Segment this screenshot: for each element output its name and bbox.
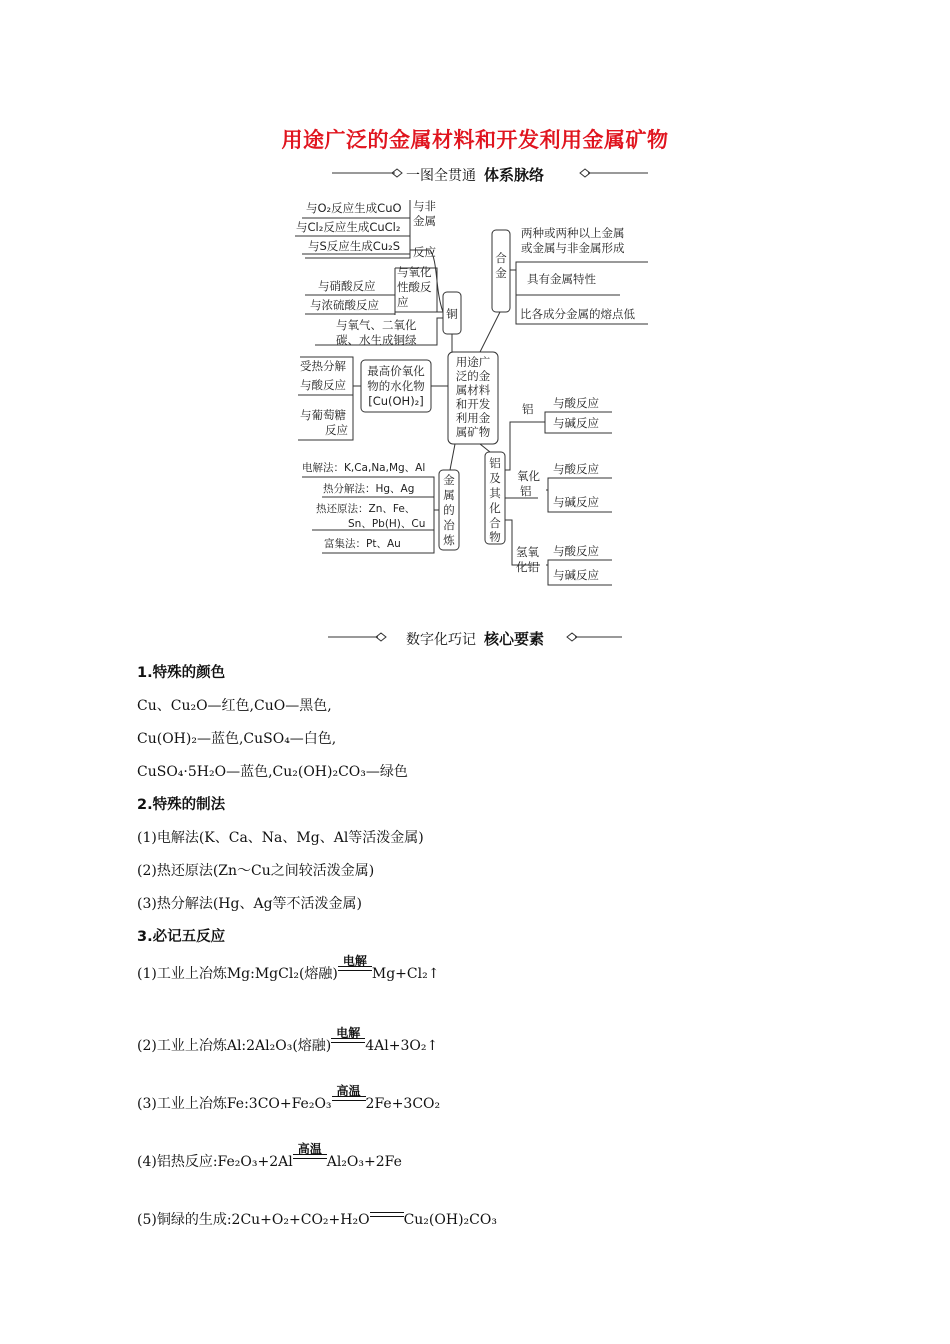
reaction-products: 2Fe+3CO₂ bbox=[365, 1096, 441, 1112]
svg-text:物: 物 bbox=[489, 530, 501, 544]
reaction-equation bbox=[137, 954, 837, 1015]
smelting-item: Sn、Pb(H)、Cu bbox=[348, 518, 426, 530]
aloh3-acid: 与酸反应 bbox=[553, 544, 599, 558]
svg-text:与氧气、二氧化: 与氧气、二氧化 bbox=[336, 318, 417, 332]
aloh3-base: 与碱反应 bbox=[553, 568, 599, 582]
copper-oxidacid-item: 与浓硫酸反应 bbox=[310, 298, 379, 312]
equals-sign-icon bbox=[332, 1096, 366, 1101]
banner-light-text: 一图全贯通 bbox=[405, 168, 476, 184]
copper-nonmetal-label bbox=[413, 199, 436, 259]
svg-text:物的水化物: 物的水化物 bbox=[367, 379, 425, 393]
svg-text:的: 的 bbox=[443, 503, 455, 517]
reaction-condition: 高温 bbox=[332, 1094, 366, 1108]
svg-text:合: 合 bbox=[489, 516, 501, 530]
text-line: (1)电解法(K、Ca、Na、Mg、Al等活泼金属) bbox=[137, 830, 424, 846]
equals-sign-icon bbox=[331, 1038, 365, 1043]
copper-nonmetal-item: 与O₂反应生成CuO bbox=[306, 201, 402, 215]
smelting-item: 热还原法：Zn、Fe、 bbox=[316, 503, 416, 515]
svg-text:和开发: 和开发 bbox=[455, 397, 491, 411]
equals-sign-icon bbox=[293, 1154, 327, 1159]
al2o3-label: 氧化 bbox=[517, 469, 540, 483]
smelting-item: 富集法：Pt、Au bbox=[324, 538, 401, 550]
banner-light-text: 数字化巧记 bbox=[405, 632, 476, 648]
reaction-reactants: (1)工业上冶炼Mg:MgCl₂(熔融) bbox=[137, 966, 338, 982]
svg-text:属矿物: 属矿物 bbox=[455, 425, 491, 439]
reaction-condition bbox=[370, 1210, 404, 1224]
svg-text:[Cu(OH)₂]: [Cu(OH)₂] bbox=[368, 394, 424, 408]
reaction-reactants: (3)工业上冶炼Fe:3CO+Fe₂O₃ bbox=[137, 1096, 332, 1112]
aluminum-label bbox=[489, 456, 501, 544]
copper-label: 铜 bbox=[446, 307, 458, 321]
svg-text:与氧化: 与氧化 bbox=[397, 265, 432, 279]
svg-text:属: 属 bbox=[443, 488, 455, 502]
section-heading: 2.特殊的制法 bbox=[137, 797, 226, 813]
reaction-products: Cu₂(OH)₂CO₃ bbox=[403, 1212, 497, 1228]
reaction-reactants: (4)铝热反应:Fe₂O₃+2Al bbox=[137, 1154, 293, 1170]
reaction-equation bbox=[137, 1015, 837, 1073]
smelting-item: 热分解法：Hg、Ag bbox=[323, 483, 415, 495]
text-line: (3)热分解法(Hg、Ag等不活泼金属) bbox=[137, 896, 362, 912]
hydroxide-box bbox=[361, 360, 431, 412]
mind-map-diagram bbox=[0, 0, 950, 620]
svg-text:性酸反: 性酸反 bbox=[397, 280, 432, 294]
page-title: 用途广泛的金属材料和开发利用金属矿物 bbox=[281, 128, 669, 152]
alloy-item: 两种或两种以上金属 bbox=[521, 226, 625, 240]
reaction-equation bbox=[137, 1073, 837, 1131]
alloy-box bbox=[492, 230, 510, 312]
section-banner-framework bbox=[0, 162, 950, 186]
svg-text:反应: 反应 bbox=[413, 245, 436, 259]
alloy-item: 比各成分金属的熔点低 bbox=[520, 307, 635, 321]
svg-text:其: 其 bbox=[489, 486, 501, 500]
reaction-products: Mg+Cl₂↑ bbox=[371, 966, 440, 982]
center-box bbox=[448, 352, 498, 444]
svg-text:碳、水生成铜绿: 碳、水生成铜绿 bbox=[336, 333, 417, 347]
hydroxide-item: 受热分解 bbox=[300, 359, 346, 373]
reaction-products: Al₂O₃+2Fe bbox=[326, 1154, 402, 1170]
svg-text:冶: 冶 bbox=[443, 518, 455, 532]
smelting-box bbox=[439, 470, 459, 550]
hydroxide-item: 与葡萄糖 bbox=[300, 408, 346, 422]
svg-text:化: 化 bbox=[489, 501, 501, 515]
copper-patina bbox=[336, 318, 417, 347]
key-points-content bbox=[137, 660, 837, 1247]
reaction-equation bbox=[137, 1189, 837, 1247]
smelting-label bbox=[443, 473, 455, 547]
svg-text:属材料: 属材料 bbox=[455, 383, 491, 397]
equals-sign-icon bbox=[370, 1212, 404, 1217]
hydroxide-item: 反应 bbox=[325, 423, 348, 437]
al-acid: 与酸反应 bbox=[553, 396, 599, 410]
text-line: (2)热还原法(Zn～Cu之间较活泼金属) bbox=[137, 863, 375, 879]
banner-bold-text: 核心要素 bbox=[483, 630, 544, 648]
reaction-products: 4Al+3O₂↑ bbox=[365, 1038, 439, 1054]
banner-bold-text: 体系脉络 bbox=[483, 166, 544, 184]
reaction-equation bbox=[137, 1131, 837, 1189]
al2o3-acid: 与酸反应 bbox=[553, 462, 599, 476]
hydroxide-label bbox=[367, 364, 425, 408]
svg-text:泛的金: 泛的金 bbox=[455, 369, 491, 383]
svg-text:及: 及 bbox=[489, 471, 501, 485]
copper-box bbox=[443, 292, 461, 334]
svg-text:用途广: 用途广 bbox=[455, 355, 491, 369]
svg-text:与非: 与非 bbox=[413, 199, 436, 213]
svg-text:应: 应 bbox=[397, 295, 409, 309]
svg-text:金: 金 bbox=[495, 266, 507, 280]
aloh3-label: 氢氧 bbox=[516, 545, 539, 559]
svg-text:铝: 铝 bbox=[489, 456, 501, 470]
al-label: 铝 bbox=[522, 402, 534, 416]
copper-oxidacid-item: 与硝酸反应 bbox=[318, 279, 376, 293]
al-base: 与碱反应 bbox=[553, 416, 599, 430]
section-heading: 3.必记五反应 bbox=[137, 929, 226, 945]
svg-text:金: 金 bbox=[443, 473, 455, 487]
svg-text:合: 合 bbox=[495, 251, 507, 265]
svg-text:金属: 金属 bbox=[413, 214, 436, 228]
center-label bbox=[456, 355, 491, 439]
equals-sign-icon bbox=[338, 966, 372, 971]
reaction-reactants: (2)工业上冶炼Al:2Al₂O₃(熔融) bbox=[137, 1038, 332, 1054]
copper-nonmetal-item: 与S反应生成Cu₂S bbox=[308, 239, 401, 253]
smelting-item: 电解法：K,Ca,Na,Mg、Al bbox=[302, 462, 426, 474]
reaction-condition: 电解 bbox=[331, 1036, 365, 1050]
reaction-condition: 高温 bbox=[293, 1152, 327, 1166]
svg-text:炼: 炼 bbox=[443, 533, 455, 547]
al2o3-base: 与碱反应 bbox=[553, 495, 599, 509]
reaction-reactants: (5)铜绿的生成:2Cu+O₂+CO₂+H₂O bbox=[137, 1212, 370, 1228]
copper-oxidacid-label bbox=[397, 265, 432, 309]
al2o3-label: 铝 bbox=[520, 484, 532, 498]
hydroxide-item: 与酸反应 bbox=[300, 378, 346, 392]
section-banner-key-points bbox=[0, 626, 950, 650]
svg-text:利用金: 利用金 bbox=[455, 411, 491, 425]
alloy-item: 或金属与非金属形成 bbox=[521, 241, 625, 255]
aluminum-box bbox=[485, 452, 505, 544]
svg-text:最高价氧化: 最高价氧化 bbox=[367, 364, 425, 378]
aloh3-label: 化铝 bbox=[516, 560, 539, 574]
reaction-condition: 电解 bbox=[338, 964, 372, 978]
alloy-item: 具有金属特性 bbox=[527, 272, 596, 286]
text-line: Cu、Cu₂O—红色,CuO—黑色, bbox=[137, 698, 332, 714]
text-line: CuSO₄·5H₂O—蓝色,Cu₂(OH)₂CO₃—绿色 bbox=[137, 764, 408, 780]
copper-nonmetal-item: 与Cl₂反应生成CuCl₂ bbox=[296, 220, 401, 234]
section-heading: 1.特殊的颜色 bbox=[137, 665, 226, 681]
alloy-label bbox=[495, 251, 507, 280]
text-line: Cu(OH)₂—蓝色,CuSO₄—白色, bbox=[137, 731, 337, 747]
